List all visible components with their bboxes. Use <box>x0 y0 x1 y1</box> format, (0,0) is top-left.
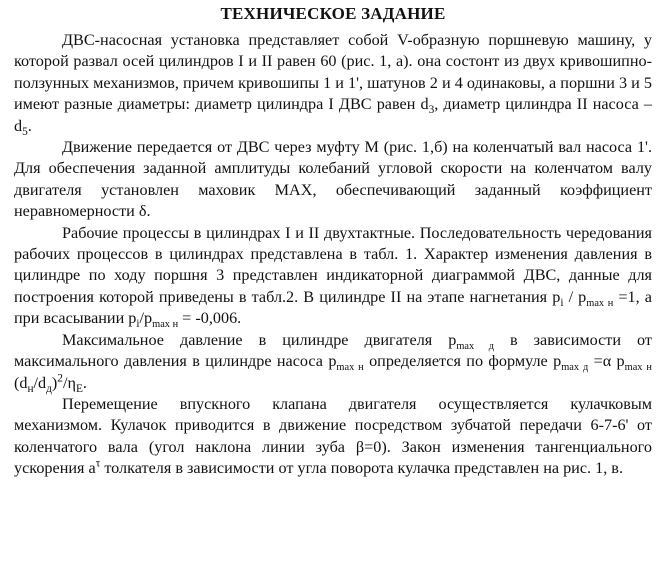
superscript: 2 <box>57 372 63 385</box>
text-run: =α p <box>588 352 625 371</box>
paragraph-valve-mechanism <box>14 394 652 480</box>
paragraph-installation-description <box>14 30 652 137</box>
text-run: . <box>27 116 32 135</box>
text-run: толкателя в зависимости от угла поворота кулачка представлен на рис. 1, в. <box>100 459 623 478</box>
subscript: д <box>46 382 52 395</box>
subscript: 5 <box>22 125 28 138</box>
subscript: max д <box>561 362 589 374</box>
text-run: /η <box>62 373 76 392</box>
text-run: ДВС-насосная установка представляет собой V-образную поршневую машину, у которой развал осей цилиндров I и II равен 60 (рис. 1, а). она состонт из двух кривошипно-ползунных механизмов, причем кривошипы 1 и 1', шатунов 2 и 4 одинаковы, а поршни 3 и 5 имеют разные диаметры: диаметр цилиндра I ДВС равен d <box>14 31 652 114</box>
text-run: . <box>82 373 87 392</box>
subscript: max н <box>152 319 179 331</box>
paragraph-work-processes <box>14 223 652 330</box>
text-run: /d <box>33 373 47 392</box>
text-run: Перемещение впускного клапана двигателя осуществляется кулачковым механизмом. Кулачок приводится в движение посредством зубчатой передачи 6-7-6' от коленчатого вала (угол наклона линии зуба β=0). Закон изменения тангенциального ускорения a <box>14 394 652 478</box>
paragraph-max-pressure <box>14 330 652 394</box>
text-run: Движение передается от ДВС через муфту М (рис. 1,б) на коленчатый вал насоса 1'. Для обеспечения заданной амплитуды колебаний угловой скорости на коленчатом валу двигателя установлен маховик МАХ, обеспечивающий заданный коэффициент неравномерности δ. <box>14 138 652 221</box>
subscript: E <box>75 382 83 395</box>
text-run: , диаметр цилиндра II насоса – d <box>14 95 653 135</box>
subscript: н <box>27 382 34 395</box>
text-run: Максимальное давление в цилиндре двигателя p <box>62 330 457 349</box>
text-run: = -0,006. <box>178 309 242 328</box>
subscript: 3 <box>428 104 435 117</box>
paragraph-motion-transfer <box>14 137 652 223</box>
text-run: в зависимости от максимального давления в цилиндре насоса p <box>14 330 652 371</box>
text-run: определяется по формуле p <box>363 352 562 371</box>
subscript: max д <box>456 340 494 352</box>
subscript: i <box>560 297 564 310</box>
text-run: =1, а при всасывании p <box>14 287 652 328</box>
text-run: ) <box>51 373 58 392</box>
subscript: i <box>136 318 140 331</box>
subscript: max н <box>336 362 364 374</box>
subscript: max н <box>586 298 614 310</box>
text-run: (d <box>14 373 28 392</box>
document-title: ТЕХНИЧЕСКОЕ ЗАДАНИЕ <box>220 4 446 23</box>
subscript: max н <box>624 362 652 374</box>
text-run: Рабочие процессы в цилиндрах I и II двухтактные. Последовательность чередования рабочих процессов в цилиндрах представлена в табл. 1. Характер изменения давления в цилиндре по ходу поршня 3 представлен индикаторной диаграммой ДВС, данные для построения которой приведены в табл.2. В цилиндре II на этапе нагнетания p <box>14 223 652 306</box>
superscript: τ <box>95 457 101 470</box>
text-run: /p <box>139 309 153 328</box>
text-run: / p <box>563 287 587 306</box>
